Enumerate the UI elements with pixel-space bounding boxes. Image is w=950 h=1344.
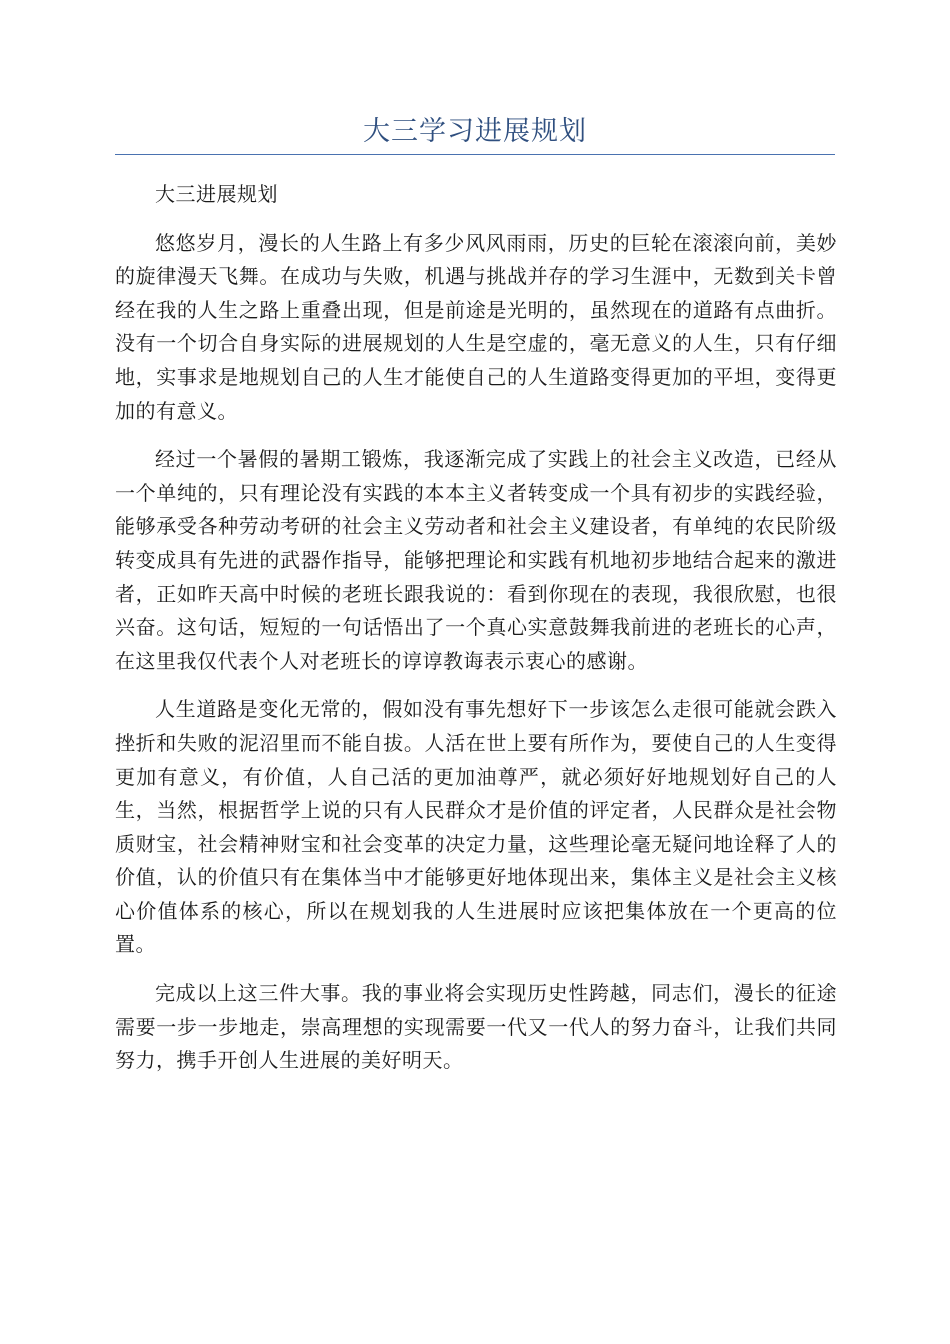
subtitle-paragraph: 大三进展规划 [155,182,278,206]
body-paragraph-2: 经过一个暑假的暑期工锻炼，我逐渐完成了实践上的社会主义改造，已经从一个单纯的，只有理论没有实践的本本主义者转变成一个具有初步的实践经验，能够承受各种劳动考研的社会主义劳动者和社会主义建设者，有单纯的农民阶级转变成具有先进的武器作指导，能够把理论和实践有机地初步地结合起来的激进者，正如昨天高中时候的老班长跟我说的：看到你现在的表现，我很欣慰，也很兴奋。这句话，短短的一句话悟出了一个真心实意鼓舞我前进的老班长的心声，在这里我仅代表个人对老班长的谆谆教诲表示衷心的感谢。 [115,447,837,673]
body-paragraph-3: 人生道路是变化无常的，假如没有事先想好下一步该怎么走很可能就会跌入挫折和失败的泥沼里而不能自拔。人活在世上要有所作为，要使自己的人生变得更加有意义，有价值，人自己活的更加油尊严，就必须好好地规划好自己的人生，当然，根据哲学上说的只有人民群众才是价值的评定者，人民群众是社会物质财宝，社会精神财宝和社会变革的决定力量，这些理论毫无疑问地诠释了人的价值，认的价值只有在集体当中才能够更好地体现出来，集体主义是社会主义核心价值体系的核心，所以在规划我的人生进展时应该把集体放在一个更高的位置。 [115,697,837,957]
document-body [115,178,837,1093]
title-underline [115,154,835,155]
document-title: 大三学习进展规划 [363,116,587,147]
body-paragraph-1: 悠悠岁月，漫长的人生路上有多少风风雨雨，历史的巨轮在滚滚向前，美妙的旋律漫天飞舞。在成功与失败，机遇与挑战并存的学习生涯中，无数到关卡曾经在我的人生之路上重叠出现，但是前途是光明的，虽然现在的道路有点曲折。没有一个切合自身实际的进展规划的人生是空虚的，毫无意义的人生，只有仔细地，实事求是地规划自己的人生才能使自己的人生道路变得更加的平坦，变得更加的有意义。 [115,230,837,423]
body-paragraph-4: 完成以上这三件大事。我的事业将会实现历史性跨越，同志们，漫长的征途需要一步一步地走，崇高理想的实现需要一代又一代人的努力奋斗，让我们共同努力，携手开创人生进展的美好明天。 [115,981,837,1073]
